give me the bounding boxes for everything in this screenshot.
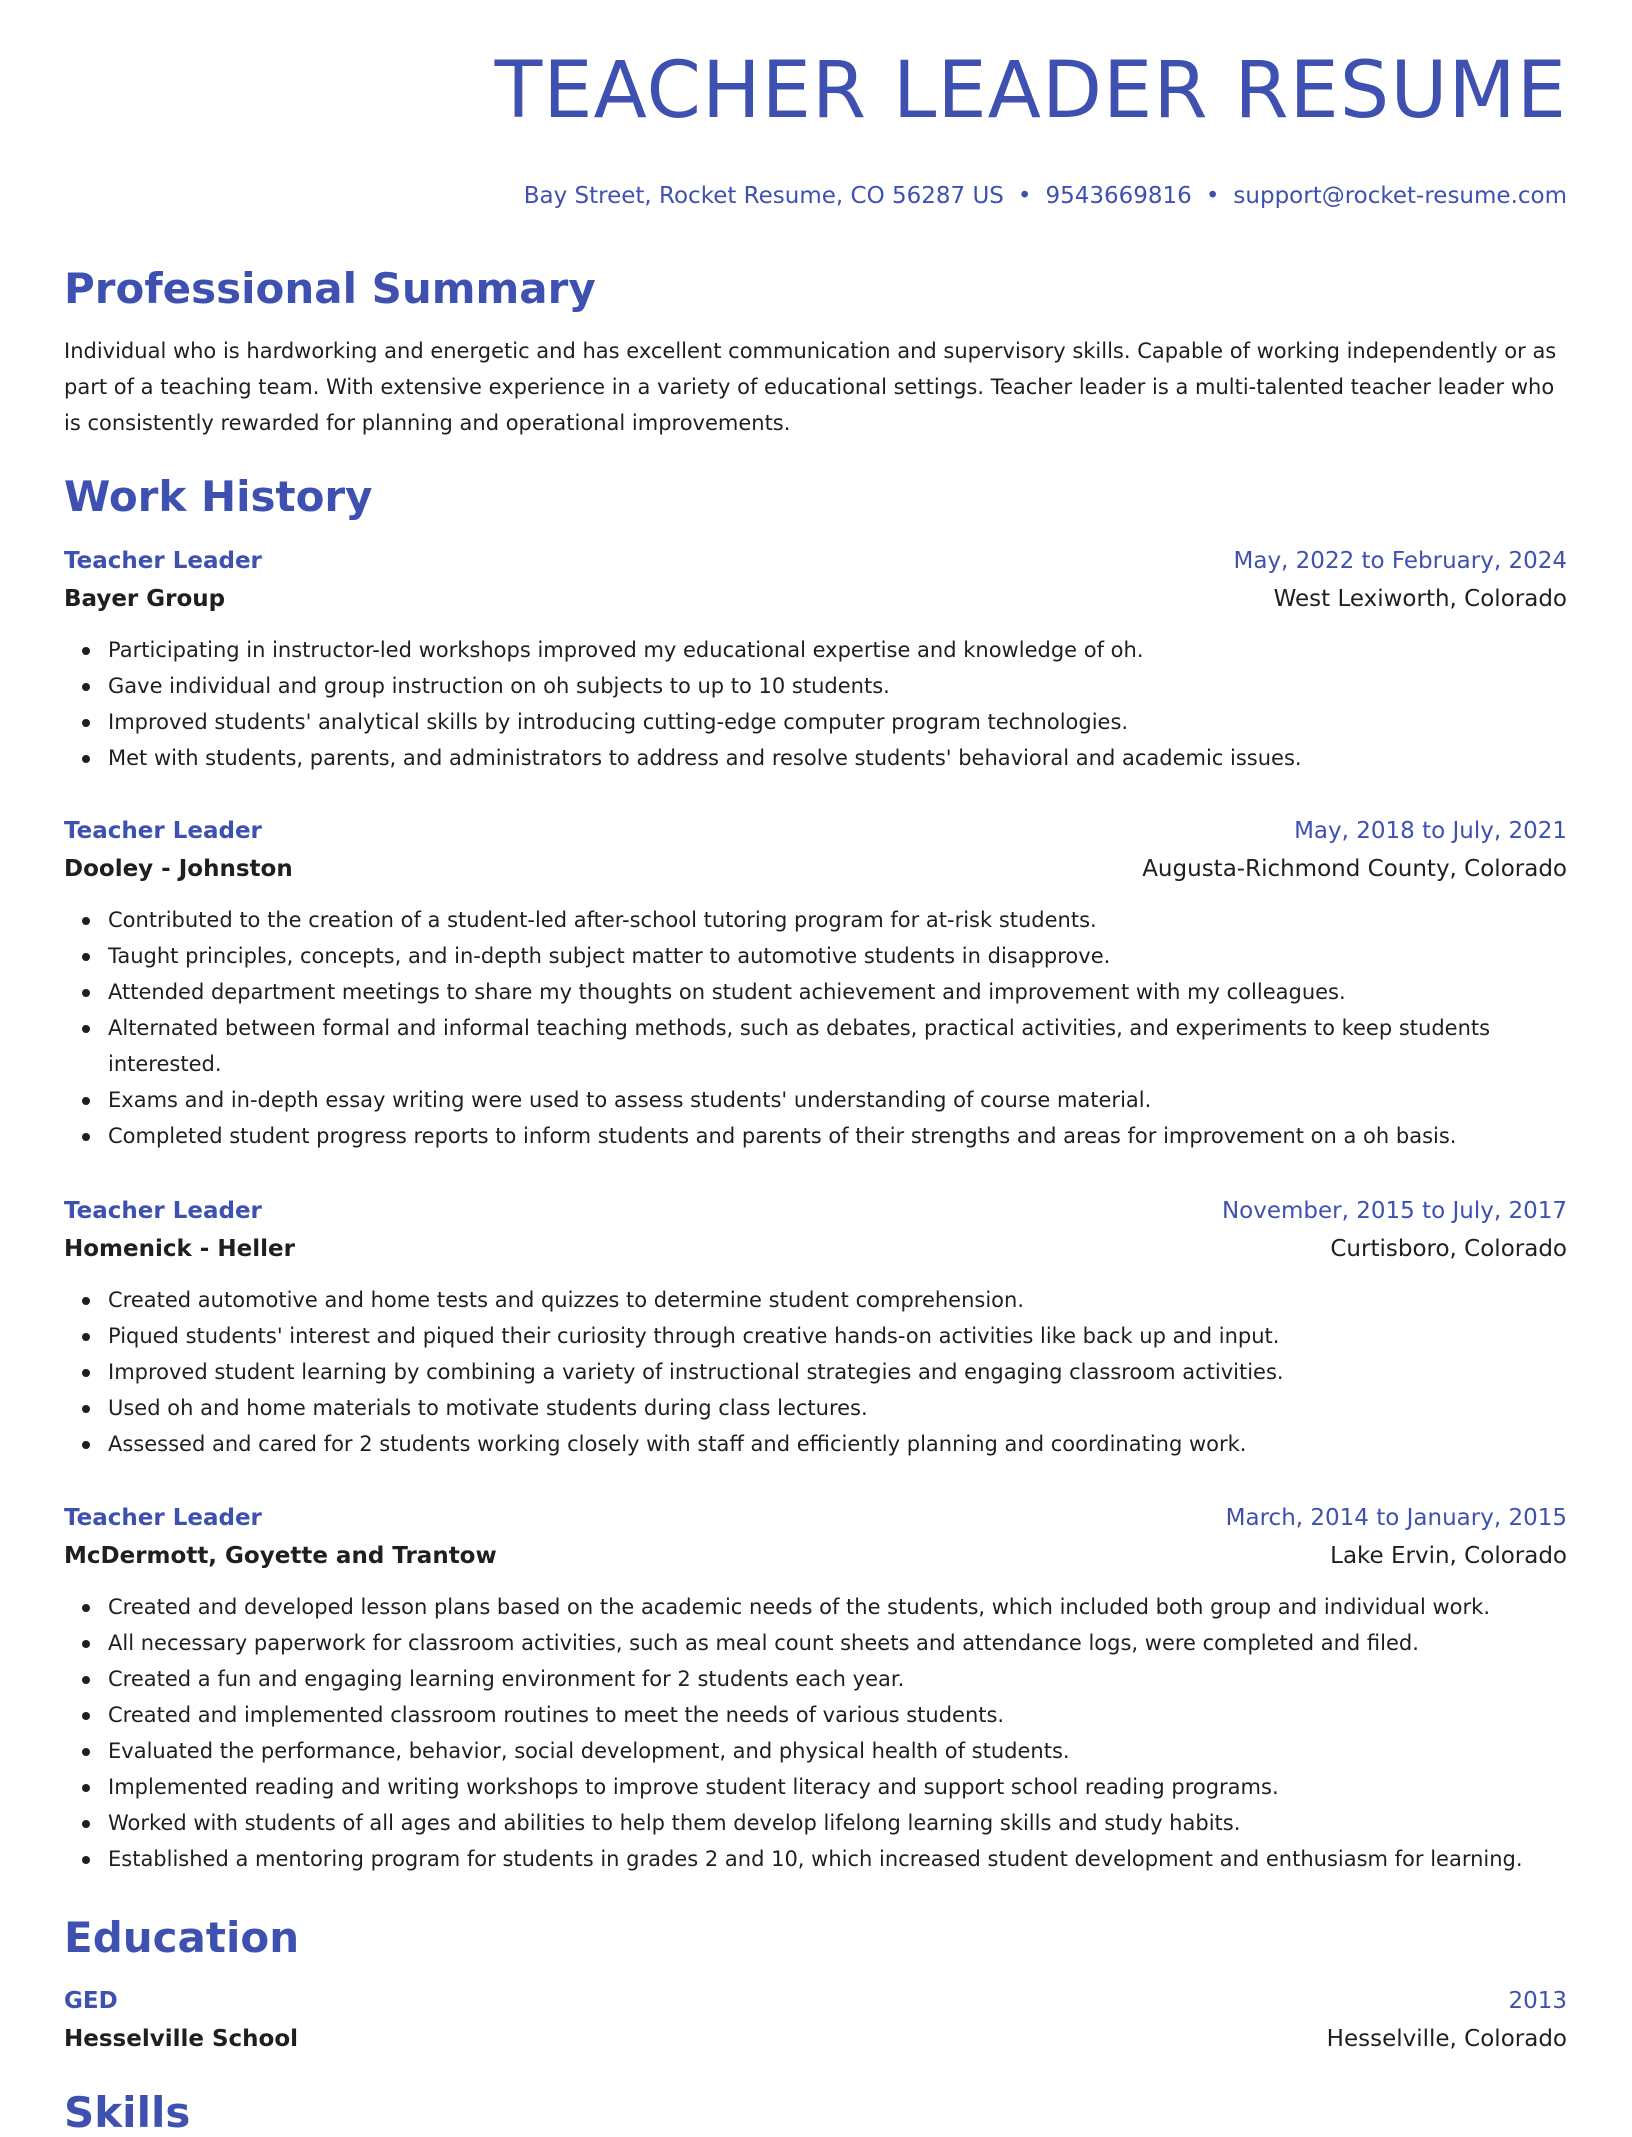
section-title-summary: Professional Summary [64,264,596,313]
job-bullet: Created and developed lesson plans based on the academic needs of the students, which included both group and individual work. [108,1589,1567,1625]
job-bullet: Worked with students of all ages and abilities to help them develop lifelong learning skills and study habits. [108,1805,1567,1841]
education-year: 2013 [1508,1988,1567,2014]
job-bullet: Used oh and home materials to motivate students during class lectures. [108,1390,1567,1426]
job-company: McDermott, Goyette and Trantow [64,1543,497,1569]
education-location: Hesselville, Colorado [1326,2026,1567,2052]
contact-separator: • [1205,183,1220,209]
job-title: Teacher Leader [64,1198,262,1224]
job-dates: May, 2018 to July, 2021 [1294,818,1567,844]
job-bullet: Assessed and cared for 2 students working closely with staff and efficiently planning and coordinating work. [108,1426,1567,1462]
job-bullet: Established a mentoring program for students in grades 2 and 10, which increased student development and enthusiasm for learning. [108,1841,1567,1877]
job-bullet: Created a fun and engaging learning environment for 2 students each year. [108,1661,1567,1697]
job-entry [64,1499,1567,1877]
job-bullets [64,1589,1567,1877]
job-bullets [64,1282,1567,1462]
job-bullets [64,902,1567,1154]
job-company: Dooley - Johnston [64,856,293,882]
job-bullet: Created and implemented classroom routines to meet the needs of various students. [108,1697,1567,1733]
job-company-row [64,850,1567,888]
job-bullet: Evaluated the performance, behavior, social development, and physical health of students. [108,1733,1567,1769]
job-entry [64,1192,1567,1462]
job-bullet: Contributed to the creation of a student-led after-school tutoring program for at-risk students. [108,902,1567,938]
job-location: West Lexiworth, Colorado [1273,586,1567,612]
contact-phone: 9543669816 [1045,183,1192,209]
job-bullet: Taught principles, concepts, and in-depth subject matter to automotive students in disapprove. [108,938,1567,974]
job-header-row [64,1499,1567,1537]
job-location: Curtisboro, Colorado [1330,1236,1567,1262]
job-bullet: Improved student learning by combining a variety of instructional strategies and engaging classroom activities. [108,1354,1567,1390]
job-header-row [64,812,1567,850]
section-title-work-history: Work History [64,472,373,521]
job-location: Lake Ervin, Colorado [1330,1543,1567,1569]
job-company-row [64,580,1567,618]
job-title: Teacher Leader [64,1505,262,1531]
job-header-row [64,1192,1567,1230]
job-bullet: Gave individual and group instruction on oh subjects to up to 10 students. [108,668,1567,704]
job-bullet: Implemented reading and writing workshops to improve student literacy and support school reading programs. [108,1769,1567,1805]
education-degree: GED [64,1988,118,2014]
job-bullet: Piqued students' interest and piqued their curiosity through creative hands-on activities like back up and input. [108,1318,1567,1354]
job-dates: March, 2014 to January, 2015 [1225,1505,1567,1531]
job-bullet: Participating in instructor-led workshops improved my educational expertise and knowledge of oh. [108,632,1567,668]
job-bullet: Alternated between formal and informal teaching methods, such as debates, practical activities, and experiments to keep students interested. [108,1010,1567,1082]
job-entry [64,812,1567,1154]
contact-separator: • [1017,183,1032,209]
education-header-row [64,1982,1567,2020]
job-company-row [64,1537,1567,1575]
section-title-education: Education [64,1913,300,1962]
section-title-skills: Skills [64,2088,191,2137]
job-company: Homenick - Heller [64,1236,295,1262]
job-bullets [64,632,1567,776]
job-bullet: Improved students' analytical skills by introducing cutting-edge computer program technologies. [108,704,1567,740]
job-bullet: Created automotive and home tests and quizzes to determine student comprehension. [108,1282,1567,1318]
job-title: Teacher Leader [64,548,262,574]
summary-text: Individual who is hardworking and energetic and has excellent communication and supervisory skills. Capable of working independently or as part of a teaching team. With extensive experience in a variety of educational settings. Teacher leader is a multi-talented teacher leader who is consistently rewarded for planning and operational improvements. [64,339,1557,435]
job-bullet: All necessary paperwork for classroom activities, such as meal count sheets and attendance logs, were completed and filed. [108,1625,1567,1661]
contact-line [524,183,1567,209]
job-bullet: Completed student progress reports to inform students and parents of their strengths and areas for improvement on a oh basis. [108,1118,1567,1154]
education-school: Hesselville School [64,2026,299,2052]
job-title: Teacher Leader [64,818,262,844]
job-bullet: Attended department meetings to share my thoughts on student achievement and improvement with my colleagues. [108,974,1567,1010]
job-company: Bayer Group [64,586,226,612]
job-dates: May, 2022 to February, 2024 [1233,548,1567,574]
job-dates: November, 2015 to July, 2017 [1221,1198,1567,1224]
contact-address: Bay Street, Rocket Resume, CO 56287 US [523,183,1004,209]
education-entry [64,1982,1567,2058]
job-header-row [64,542,1567,580]
job-bullet: Exams and in-depth essay writing were used to assess students' understanding of course material. [108,1082,1567,1118]
contact-email: support@rocket-resume.com [1233,183,1567,209]
job-location: Augusta-Richmond County, Colorado [1142,856,1567,882]
job-bullet: Met with students, parents, and administrators to address and resolve students' behavioral and academic issues. [108,740,1567,776]
resume-title: TEACHER LEADER RESUME [494,46,1567,136]
job-company-row [64,1230,1567,1268]
education-school-row [64,2020,1567,2058]
job-entry [64,542,1567,776]
